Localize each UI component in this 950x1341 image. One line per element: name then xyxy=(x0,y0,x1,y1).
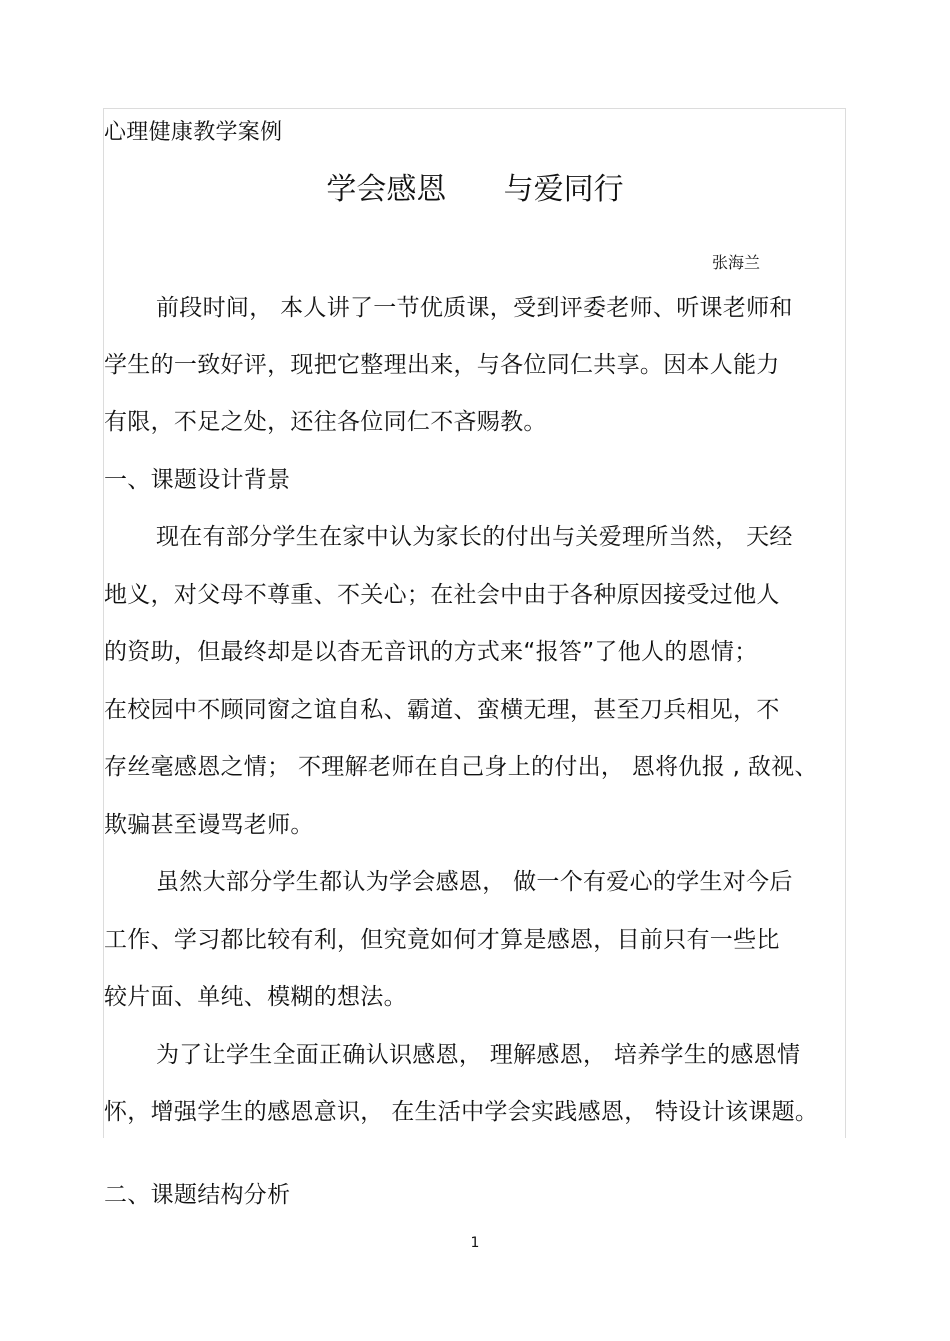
intro-line: 学生的一致好评，现把它整理出来，与各位同仁共享。因本人能力 xyxy=(104,352,780,378)
intro-line: 前段时间， 本人讲了一节优质课，受到评委老师、听课老师和 xyxy=(156,295,793,321)
document-title: 学会感恩 与爱同行 xyxy=(326,172,624,207)
paragraph-line: 存丝毫感恩之情； 不理解老师在自己身上的付出， 恩将仇报 , 敌视、 xyxy=(104,754,818,780)
paragraph-line: 较片面、单纯、模糊的想法。 xyxy=(104,984,407,1010)
paragraph-line: 在校园中不顾同窗之谊自私、霸道、蛮横无理，甚至刀兵相见，不 xyxy=(104,697,780,723)
document-category: 心理健康教学案例 xyxy=(104,120,283,145)
paragraph-line: 欺骗甚至谩骂老师。 xyxy=(104,812,314,838)
intro-line: 有限，不足之处，还往各位同仁不吝赐教。 xyxy=(104,409,547,435)
paragraph-line: 工作、学习都比较有利，但究竟如何才算是感恩，目前只有一些比 xyxy=(104,927,780,953)
paragraph-line: 怀，增强学生的感恩意识， 在生活中学会实践感恩， 特设计该课题。 xyxy=(104,1099,819,1125)
section-heading: 二、课题结构分析 xyxy=(104,1182,291,1208)
paragraph-line: 的资助，但最终却是以杳无音讯的方式来“报答”了他人的恩情； xyxy=(104,639,758,665)
paragraph-line: 为了让学生全面正确认识感恩， 理解感恩， 培养学生的感恩情 xyxy=(156,1042,801,1068)
paragraph-line: 虽然大部分学生都认为学会感恩， 做一个有爱心的学生对今后 xyxy=(156,869,793,895)
author-name: 张海兰 xyxy=(712,253,761,272)
paragraph-line: 地义，对父母不尊重、不关心；在社会中由于各种原因接受过他人 xyxy=(104,582,780,608)
page-number: 1 xyxy=(470,1235,480,1251)
paragraph-line: 现在有部分学生在家中认为家长的付出与关爱理所当然， 天经 xyxy=(156,524,793,550)
section-heading: 一、课题设计背景 xyxy=(104,467,291,493)
